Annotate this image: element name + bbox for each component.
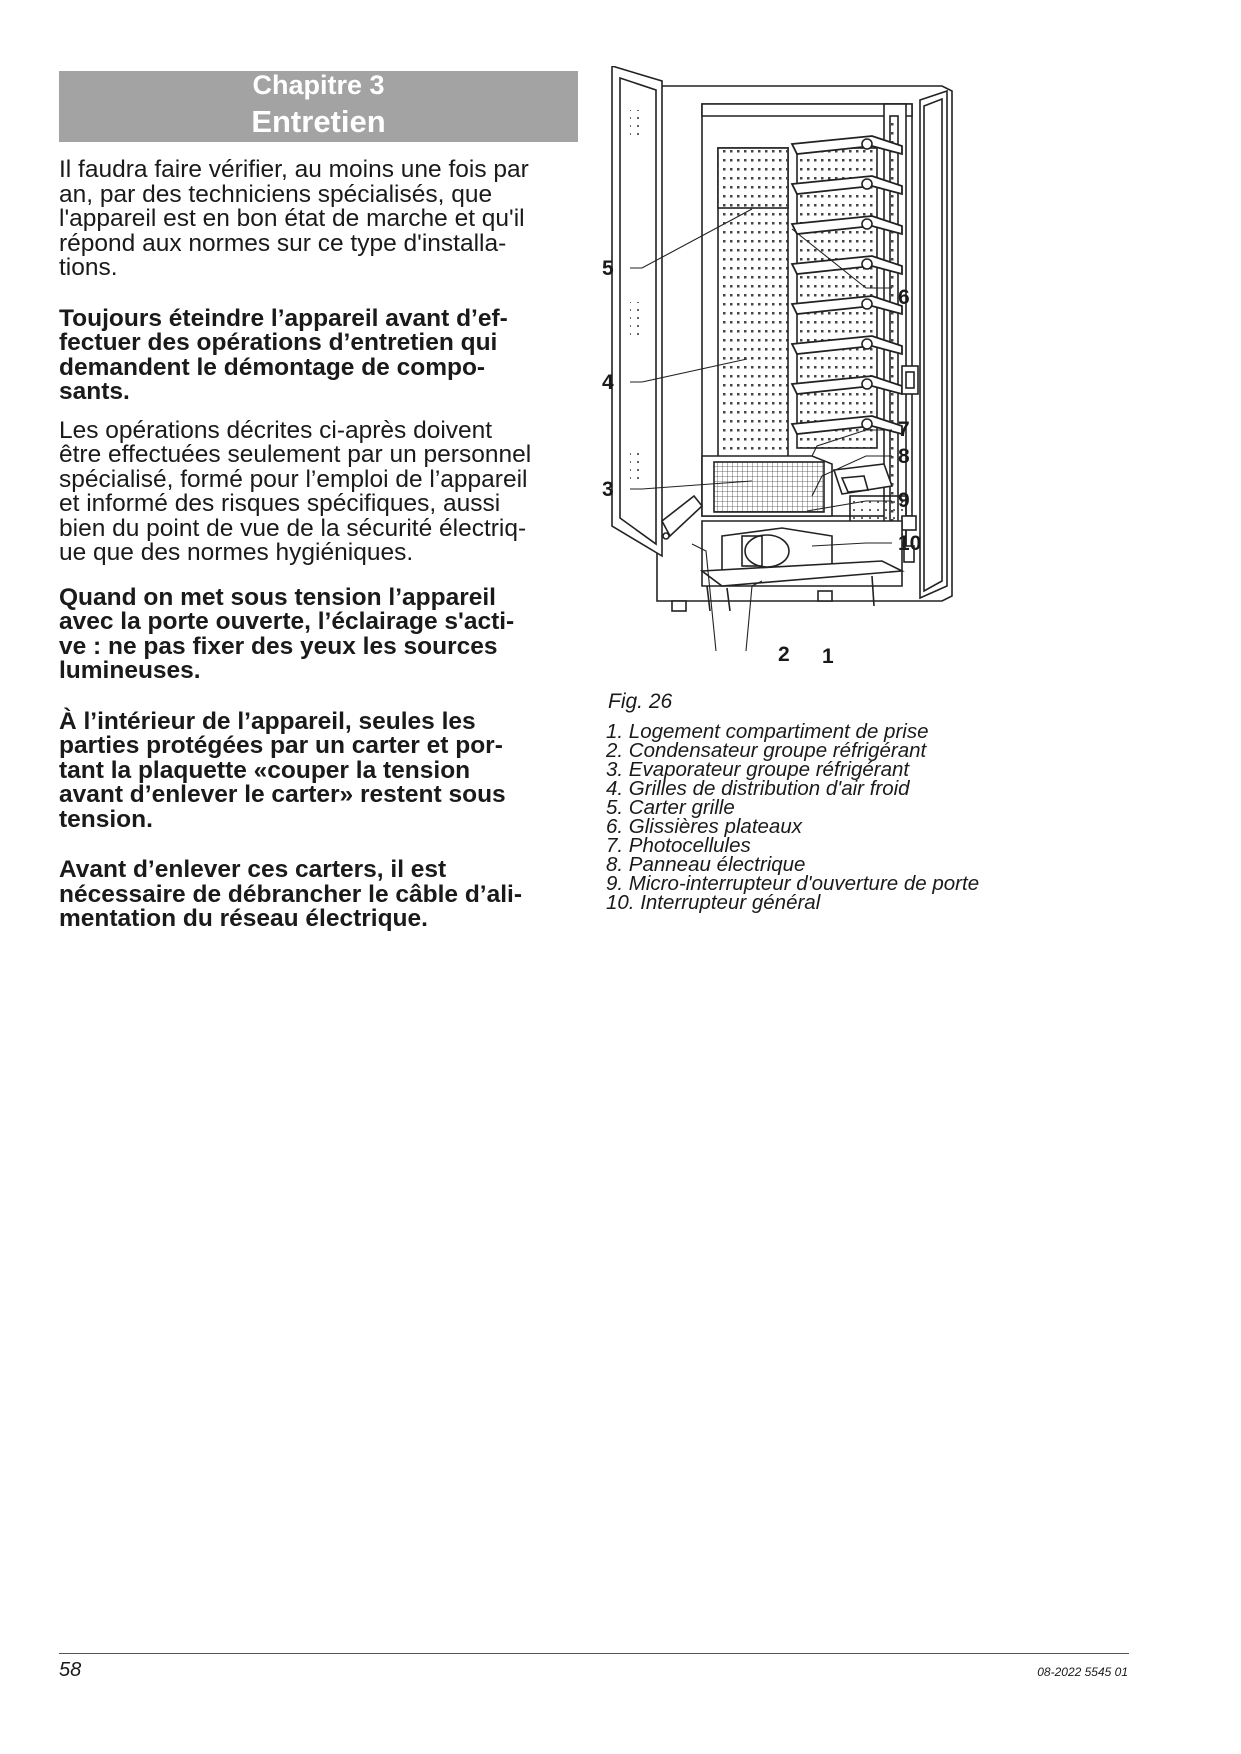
text-line: Les opérations décrites ci-après doivent [59, 416, 493, 444]
text-line: Avant d’enlever ces carters, il est [59, 856, 447, 883]
text-line: Quand on met sous tension l’appareil [59, 583, 496, 611]
text-line: Toujours éteindre l’appareil avant d’ef- [59, 304, 508, 332]
text-line: spécialisé, formé pour l’emploi de l’appareil [59, 465, 528, 493]
warning-live-parts [59, 707, 589, 833]
text-line: parties protégées par un carter et por- [59, 732, 503, 759]
text-line: lumineuses. [59, 657, 201, 684]
legend-item: 6. Glissières plateaux [606, 815, 802, 838]
text-line: tant la plaquette «couper la tension [59, 756, 471, 784]
text-line: demandent le démontage de compo- [59, 353, 486, 381]
warning-switch-off [59, 304, 589, 405]
text-line: tions. [59, 254, 118, 281]
text-line: sants. [59, 378, 130, 405]
text-line: À l’intérieur de l’appareil, seules les [59, 707, 476, 735]
body-text [59, 158, 589, 932]
paragraph-intro [59, 158, 589, 281]
chapter-header [59, 71, 578, 142]
callout-7: 7 [898, 418, 910, 441]
text-line: être effectuées seulement par un personnel [59, 441, 532, 468]
callout-3: 3 [602, 478, 614, 501]
text-line: bien du point de vue de la sécurité électriq- [59, 514, 527, 542]
callout-6: 6 [898, 286, 910, 309]
warning-unplug [59, 858, 589, 932]
legend-item: 7. Photocellules [606, 834, 751, 857]
callout-9: 9 [898, 489, 910, 512]
document-reference: 08-2022 5545 01 [1037, 1665, 1128, 1679]
callout-4: 4 [602, 371, 614, 394]
figure-legend [606, 722, 979, 912]
footer-divider [59, 1653, 1129, 1654]
legend-item: 4. Grilles de distribution d'air froid [606, 777, 910, 800]
paragraph-personnel [59, 416, 589, 566]
callout-8: 8 [898, 445, 910, 468]
vending-machine-drawing [602, 66, 1042, 680]
page-number: 58 [59, 1659, 82, 1681]
legend-item: 10. Interrupteur général [606, 891, 821, 914]
legend-item: 2. Condensateur groupe réfrigérant [606, 739, 927, 762]
legend-item: 8. Panneau électrique [606, 853, 806, 876]
figure-caption: Fig. 26 [608, 690, 673, 713]
text-line: ue que des normes hygiéniques. [59, 539, 414, 566]
legend-item: 3. Evaporateur groupe réfrigérant [606, 758, 910, 781]
text-line: mentation du réseau électrique. [59, 905, 428, 932]
text-line: l'appareil est en bon état de marche et qu'il [59, 205, 525, 232]
text-line: tension. [59, 805, 153, 833]
text-line: ve : ne pas fixer des yeux les sources [59, 632, 498, 660]
machine-diagram [602, 66, 1042, 680]
text-line: Il faudra faire vérifier, au moins une fois par [59, 156, 529, 183]
text-line: avant d’enlever le carter» restent sous [59, 781, 506, 808]
text-line: répond aux normes sur ce type d'installa- [59, 229, 507, 257]
callout-2: 2 [778, 643, 790, 666]
legend-item: 9. Micro-interrupteur d'ouverture de porte [606, 872, 980, 895]
legend-item: 5. Carter grille [606, 796, 735, 819]
legend-item: 1. Logement compartiment de prise [606, 720, 929, 743]
chapter-number: Chapitre 3 [252, 70, 385, 100]
chapter-title: Entretien [251, 104, 386, 139]
text-line: avec la porte ouverte, l’éclairage s'acti- [59, 608, 515, 635]
text-line: nécessaire de débrancher le câble d’ali- [59, 880, 522, 908]
warning-lighting [59, 583, 589, 684]
text-line: et informé des risques spécifiques, aussi [59, 490, 501, 517]
callout-10: 10 [898, 532, 922, 555]
callout-1: 1 [822, 645, 834, 668]
text-line: an, par des techniciens spécialisés, que [59, 180, 493, 208]
callout-5: 5 [602, 257, 614, 280]
text-line: fectuer des opérations d’entretien qui [59, 329, 498, 356]
